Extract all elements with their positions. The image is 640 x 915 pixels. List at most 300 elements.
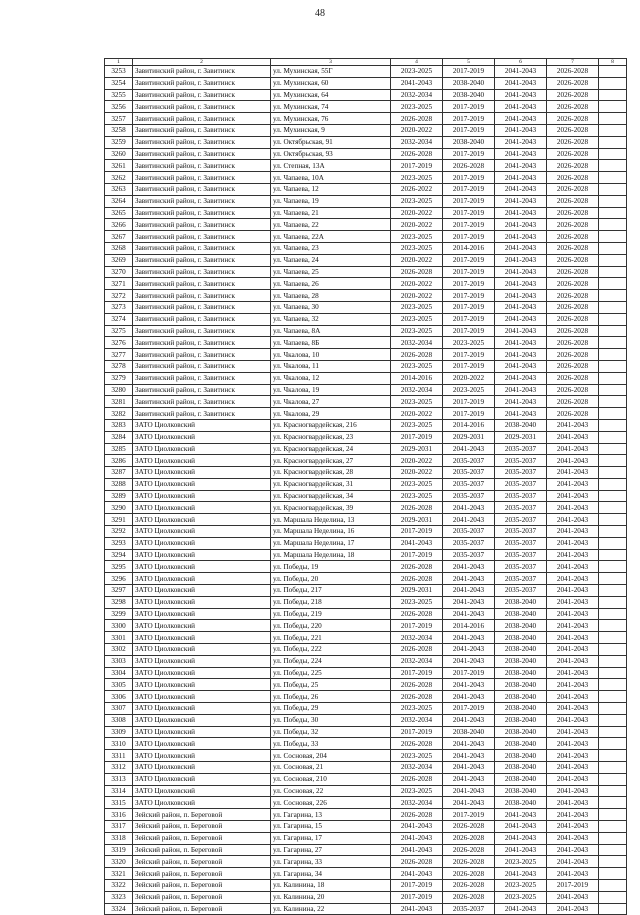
period-cell: 2041-2043	[443, 573, 495, 585]
table-row	[105, 703, 627, 715]
row-number: 3317	[105, 821, 133, 833]
row-number: 3301	[105, 632, 133, 644]
period-cell: 2041-2043	[495, 207, 547, 219]
period-cell: 2041-2043	[443, 738, 495, 750]
address-cell: ул. Чкалова, 10	[271, 349, 391, 361]
district-cell: Завитинский район, г. Завитинск	[133, 254, 271, 266]
address-cell: ул. Октябрьская, 93	[271, 148, 391, 160]
row-number: 3282	[105, 408, 133, 420]
period-cell: 2023-2025	[391, 490, 443, 502]
table-row	[105, 419, 627, 431]
period-cell: 2023-2025	[391, 596, 443, 608]
period-cell: 2023-2025	[391, 750, 443, 762]
period-cell: 2041-2043	[495, 77, 547, 89]
empty-cell	[599, 762, 627, 774]
period-cell: 2041-2043	[443, 561, 495, 573]
row-number: 3305	[105, 679, 133, 691]
period-cell: 2020-2022	[391, 254, 443, 266]
district-cell: ЗАТО Циолковский	[133, 632, 271, 644]
period-cell: 2041-2043	[443, 585, 495, 597]
empty-cell	[599, 313, 627, 325]
period-cell: 2017-2019	[443, 113, 495, 125]
empty-cell	[599, 632, 627, 644]
empty-cell	[599, 644, 627, 656]
table-row	[105, 455, 627, 467]
column-header: 2	[133, 59, 271, 66]
table-row	[105, 301, 627, 313]
period-cell: 2017-2019	[391, 891, 443, 903]
period-cell: 2026-2028	[391, 148, 443, 160]
row-number: 3266	[105, 219, 133, 231]
period-cell: 2026-2028	[391, 856, 443, 868]
table-row	[105, 585, 627, 597]
column-header: 1	[105, 59, 133, 66]
table-row	[105, 620, 627, 632]
district-cell: Завитинский район, г. Завитинск	[133, 384, 271, 396]
period-cell: 2023-2025	[391, 325, 443, 337]
period-cell: 2023-2025	[495, 891, 547, 903]
district-cell: Завитинский район, г. Завитинск	[133, 396, 271, 408]
address-cell: ул. Красногвардейская, 24	[271, 443, 391, 455]
empty-cell	[599, 856, 627, 868]
period-cell: 2041-2043	[495, 809, 547, 821]
period-cell: 2023-2025	[443, 384, 495, 396]
period-cell: 2026-2028	[443, 821, 495, 833]
district-cell: ЗАТО Циолковский	[133, 750, 271, 762]
district-cell: Завитинский район, г. Завитинск	[133, 113, 271, 125]
row-number: 3318	[105, 832, 133, 844]
period-cell: 2026-2028	[547, 266, 599, 278]
period-cell: 2026-2028	[443, 868, 495, 880]
row-number: 3264	[105, 195, 133, 207]
period-cell: 2017-2019	[391, 160, 443, 172]
table-row	[105, 738, 627, 750]
period-cell: 2035-2037	[495, 455, 547, 467]
period-cell: 2017-2019	[391, 726, 443, 738]
period-cell: 2041-2043	[547, 856, 599, 868]
period-cell: 2035-2037	[495, 502, 547, 514]
address-cell: ул. Чкалова, 19	[271, 384, 391, 396]
period-cell: 2020-2022	[391, 467, 443, 479]
address-cell: ул. Чкалова, 11	[271, 360, 391, 372]
empty-cell	[599, 396, 627, 408]
period-cell: 2041-2043	[495, 396, 547, 408]
address-cell: ул. Степная, 13А	[271, 160, 391, 172]
period-cell: 2023-2025	[391, 101, 443, 113]
period-cell: 2041-2043	[391, 537, 443, 549]
row-number: 3270	[105, 266, 133, 278]
column-header: 5	[443, 59, 495, 66]
period-cell: 2038-2040	[495, 762, 547, 774]
period-cell: 2032-2034	[391, 89, 443, 101]
district-cell: ЗАТО Циолковский	[133, 655, 271, 667]
period-cell: 2041-2043	[547, 844, 599, 856]
period-cell: 2035-2037	[495, 443, 547, 455]
empty-cell	[599, 172, 627, 184]
address-cell: ул. Чапаева, 10А	[271, 172, 391, 184]
period-cell: 2017-2019	[443, 266, 495, 278]
registry-table-container	[104, 58, 627, 915]
period-cell: 2041-2043	[495, 136, 547, 148]
address-cell: ул. Победы, 218	[271, 596, 391, 608]
district-cell: ЗАТО Циолковский	[133, 419, 271, 431]
period-cell: 2038-2040	[495, 773, 547, 785]
empty-cell	[599, 231, 627, 243]
period-cell: 2029-2031	[391, 585, 443, 597]
row-number: 3299	[105, 608, 133, 620]
period-cell: 2041-2043	[495, 160, 547, 172]
period-cell: 2041-2043	[443, 797, 495, 809]
period-cell: 2026-2028	[443, 879, 495, 891]
period-cell: 2041-2043	[495, 903, 547, 915]
period-cell: 2035-2037	[443, 455, 495, 467]
table-row	[105, 349, 627, 361]
period-cell: 2041-2043	[495, 195, 547, 207]
address-cell: ул. Победы, 30	[271, 714, 391, 726]
address-cell: ул. Гагарина, 13	[271, 809, 391, 821]
row-number: 3296	[105, 573, 133, 585]
table-row	[105, 231, 627, 243]
table-row	[105, 797, 627, 809]
empty-cell	[599, 596, 627, 608]
address-cell: ул. Мухинская, 9	[271, 124, 391, 136]
period-cell: 2026-2028	[443, 856, 495, 868]
period-cell: 2041-2043	[547, 549, 599, 561]
address-cell: ул. Победы, 33	[271, 738, 391, 750]
period-cell: 2038-2040	[495, 644, 547, 656]
period-cell: 2032-2034	[391, 632, 443, 644]
row-number: 3274	[105, 313, 133, 325]
period-cell: 2041-2043	[547, 620, 599, 632]
period-cell: 2014-2016	[391, 372, 443, 384]
period-cell: 2029-2031	[391, 514, 443, 526]
period-cell: 2035-2037	[495, 585, 547, 597]
empty-cell	[599, 809, 627, 821]
period-cell: 2041-2043	[495, 148, 547, 160]
period-cell: 2026-2028	[547, 254, 599, 266]
row-number: 3256	[105, 101, 133, 113]
district-cell: Завитинский район, г. Завитинск	[133, 231, 271, 243]
row-number: 3278	[105, 360, 133, 372]
period-cell: 2041-2043	[547, 467, 599, 479]
address-cell: ул. Победы, 225	[271, 667, 391, 679]
table-row	[105, 77, 627, 89]
table-row	[105, 856, 627, 868]
period-cell: 2023-2025	[391, 360, 443, 372]
period-cell: 2041-2043	[547, 679, 599, 691]
table-row	[105, 89, 627, 101]
address-cell: ул. Чкалова, 27	[271, 396, 391, 408]
row-number: 3321	[105, 868, 133, 880]
period-cell: 2038-2040	[443, 77, 495, 89]
period-cell: 2041-2043	[547, 585, 599, 597]
period-cell: 2023-2025	[391, 231, 443, 243]
empty-cell	[599, 549, 627, 561]
period-cell: 2017-2019	[443, 278, 495, 290]
period-cell: 2041-2043	[443, 632, 495, 644]
period-cell: 2041-2043	[547, 773, 599, 785]
period-cell: 2041-2043	[547, 655, 599, 667]
period-cell: 2038-2040	[495, 750, 547, 762]
empty-cell	[599, 514, 627, 526]
empty-cell	[599, 266, 627, 278]
period-cell: 2041-2043	[547, 573, 599, 585]
address-cell: ул. Победы, 221	[271, 632, 391, 644]
district-cell: Завитинский район, г. Завитинск	[133, 77, 271, 89]
period-cell: 2023-2025	[391, 785, 443, 797]
period-cell: 2023-2025	[443, 337, 495, 349]
district-cell: Завитинский район, г. Завитинск	[133, 101, 271, 113]
address-cell: ул. Сосновая, 21	[271, 762, 391, 774]
row-number: 3260	[105, 148, 133, 160]
period-cell: 2041-2043	[443, 762, 495, 774]
period-cell: 2041-2043	[443, 514, 495, 526]
period-cell: 2041-2043	[495, 301, 547, 313]
row-number: 3280	[105, 384, 133, 396]
empty-cell	[599, 655, 627, 667]
period-cell: 2020-2022	[391, 219, 443, 231]
district-cell: Завитинский район, г. Завитинск	[133, 290, 271, 302]
period-cell: 2038-2040	[495, 667, 547, 679]
period-cell: 2032-2034	[391, 655, 443, 667]
row-number: 3269	[105, 254, 133, 266]
period-cell: 2041-2043	[547, 832, 599, 844]
empty-cell	[599, 608, 627, 620]
period-cell: 2026-2028	[547, 278, 599, 290]
empty-cell	[599, 219, 627, 231]
row-number: 3302	[105, 644, 133, 656]
address-cell: ул. Сосновая, 204	[271, 750, 391, 762]
period-cell: 2017-2019	[443, 360, 495, 372]
period-cell: 2029-2031	[391, 443, 443, 455]
row-number: 3306	[105, 691, 133, 703]
empty-cell	[599, 101, 627, 113]
row-number: 3254	[105, 77, 133, 89]
empty-cell	[599, 148, 627, 160]
address-cell: ул. Маршала Неделина, 16	[271, 526, 391, 538]
empty-cell	[599, 667, 627, 679]
period-cell: 2017-2019	[391, 549, 443, 561]
address-cell: ул. Победы, 19	[271, 561, 391, 573]
period-cell: 2017-2019	[547, 879, 599, 891]
period-cell: 2017-2019	[443, 809, 495, 821]
district-cell: ЗАТО Циолковский	[133, 762, 271, 774]
period-cell: 2023-2025	[391, 195, 443, 207]
period-cell: 2041-2043	[547, 596, 599, 608]
district-cell: ЗАТО Циолковский	[133, 443, 271, 455]
period-cell: 2026-2028	[547, 313, 599, 325]
period-cell: 2026-2028	[391, 349, 443, 361]
period-cell: 2041-2043	[443, 691, 495, 703]
period-cell: 2041-2043	[547, 431, 599, 443]
empty-cell	[599, 585, 627, 597]
period-cell: 2023-2025	[495, 856, 547, 868]
row-number: 3257	[105, 113, 133, 125]
registry-table	[104, 58, 627, 915]
row-number: 3320	[105, 856, 133, 868]
period-cell: 2032-2034	[391, 384, 443, 396]
address-cell: ул. Чапаева, 24	[271, 254, 391, 266]
period-cell: 2032-2034	[391, 797, 443, 809]
empty-cell	[599, 502, 627, 514]
row-number: 3289	[105, 490, 133, 502]
empty-cell	[599, 821, 627, 833]
period-cell: 2017-2019	[443, 101, 495, 113]
period-cell: 2026-2028	[547, 408, 599, 420]
district-cell: ЗАТО Циолковский	[133, 526, 271, 538]
period-cell: 2038-2040	[495, 655, 547, 667]
period-cell: 2038-2040	[495, 691, 547, 703]
period-cell: 2017-2019	[443, 301, 495, 313]
address-cell: ул. Гагарина, 17	[271, 832, 391, 844]
district-cell: Завитинский район, г. Завитинск	[133, 219, 271, 231]
period-cell: 2035-2037	[495, 467, 547, 479]
row-number: 3290	[105, 502, 133, 514]
row-number: 3265	[105, 207, 133, 219]
period-cell: 2041-2043	[495, 349, 547, 361]
address-cell: ул. Чапаева, 19	[271, 195, 391, 207]
period-cell: 2041-2043	[547, 478, 599, 490]
period-cell: 2035-2037	[443, 478, 495, 490]
row-number: 3277	[105, 349, 133, 361]
period-cell: 2017-2019	[443, 195, 495, 207]
row-number: 3314	[105, 785, 133, 797]
row-number: 3268	[105, 242, 133, 254]
row-number: 3309	[105, 726, 133, 738]
period-cell: 2026-2028	[547, 219, 599, 231]
period-cell: 2017-2019	[443, 231, 495, 243]
period-cell: 2041-2043	[547, 455, 599, 467]
empty-cell	[599, 478, 627, 490]
table-row	[105, 148, 627, 160]
period-cell: 2038-2040	[495, 419, 547, 431]
period-cell: 2041-2043	[495, 868, 547, 880]
period-cell: 2041-2043	[391, 821, 443, 833]
table-row	[105, 136, 627, 148]
empty-cell	[599, 349, 627, 361]
period-cell: 2020-2022	[391, 408, 443, 420]
period-cell: 2041-2043	[547, 514, 599, 526]
period-cell: 2038-2040	[443, 726, 495, 738]
address-cell: ул. Гагарина, 33	[271, 856, 391, 868]
period-cell: 2026-2028	[391, 691, 443, 703]
period-cell: 2041-2043	[495, 325, 547, 337]
address-cell: ул. Победы, 25	[271, 679, 391, 691]
address-cell: ул. Чапаева, 32	[271, 313, 391, 325]
district-cell: ЗАТО Циолковский	[133, 620, 271, 632]
period-cell: 2041-2043	[495, 844, 547, 856]
table-row	[105, 549, 627, 561]
table-row	[105, 219, 627, 231]
table-row	[105, 384, 627, 396]
period-cell: 2038-2040	[495, 620, 547, 632]
district-cell: ЗАТО Циолковский	[133, 561, 271, 573]
table-row	[105, 773, 627, 785]
row-number: 3297	[105, 585, 133, 597]
row-number: 3313	[105, 773, 133, 785]
empty-cell	[599, 879, 627, 891]
empty-cell	[599, 455, 627, 467]
table-row	[105, 266, 627, 278]
address-cell: ул. Гагарина, 27	[271, 844, 391, 856]
district-cell: ЗАТО Циолковский	[133, 797, 271, 809]
empty-cell	[599, 278, 627, 290]
address-cell: ул. Сосновая, 22	[271, 785, 391, 797]
period-cell: 2026-2028	[391, 773, 443, 785]
row-number: 3284	[105, 431, 133, 443]
address-cell: ул. Победы, 219	[271, 608, 391, 620]
district-cell: Завитинский район, г. Завитинск	[133, 325, 271, 337]
row-number: 3263	[105, 183, 133, 195]
period-cell: 2038-2040	[495, 797, 547, 809]
address-cell: ул. Маршала Неделина, 18	[271, 549, 391, 561]
row-number: 3319	[105, 844, 133, 856]
period-cell: 2041-2043	[547, 726, 599, 738]
row-number: 3253	[105, 66, 133, 78]
address-cell: ул. Сосновая, 210	[271, 773, 391, 785]
period-cell: 2041-2043	[495, 231, 547, 243]
table-body	[105, 66, 627, 915]
column-header: 8	[599, 59, 627, 66]
district-cell: ЗАТО Циолковский	[133, 537, 271, 549]
address-cell: ул. Чапаева, 28	[271, 290, 391, 302]
district-cell: Завитинский район, г. Завитинск	[133, 183, 271, 195]
period-cell: 2041-2043	[443, 655, 495, 667]
address-cell: ул. Мухинская, 76	[271, 113, 391, 125]
row-number: 3258	[105, 124, 133, 136]
period-cell: 2026-2028	[547, 242, 599, 254]
period-cell: 2023-2025	[391, 478, 443, 490]
table-row	[105, 762, 627, 774]
period-cell: 2041-2043	[443, 443, 495, 455]
period-cell: 2041-2043	[547, 821, 599, 833]
table-row	[105, 443, 627, 455]
address-cell: ул. Красногвардейская, 31	[271, 478, 391, 490]
row-number: 3283	[105, 419, 133, 431]
period-cell: 2017-2019	[443, 667, 495, 679]
period-cell: 2041-2043	[443, 773, 495, 785]
address-cell: ул. Победы, 32	[271, 726, 391, 738]
address-cell: ул. Гагарина, 34	[271, 868, 391, 880]
period-cell: 2035-2037	[443, 549, 495, 561]
period-cell: 2026-2028	[547, 172, 599, 184]
period-cell: 2026-2028	[391, 679, 443, 691]
period-cell: 2038-2040	[495, 738, 547, 750]
period-cell: 2041-2043	[547, 691, 599, 703]
empty-cell	[599, 337, 627, 349]
district-cell: Завитинский район, г. Завитинск	[133, 195, 271, 207]
table-row	[105, 490, 627, 502]
period-cell: 2017-2019	[443, 219, 495, 231]
period-cell: 2032-2034	[391, 337, 443, 349]
empty-cell	[599, 183, 627, 195]
period-cell: 2017-2019	[443, 703, 495, 715]
row-number: 3315	[105, 797, 133, 809]
table-row	[105, 785, 627, 797]
address-cell: ул. Красногвардейская, 39	[271, 502, 391, 514]
row-number: 3304	[105, 667, 133, 679]
period-cell: 2041-2043	[391, 832, 443, 844]
district-cell: ЗАТО Циолковский	[133, 455, 271, 467]
district-cell: ЗАТО Циолковский	[133, 502, 271, 514]
period-cell: 2014-2016	[443, 242, 495, 254]
district-cell: Зейский район, п. Береговой	[133, 891, 271, 903]
period-cell: 2017-2019	[443, 172, 495, 184]
address-cell: ул. Победы, 220	[271, 620, 391, 632]
row-number: 3275	[105, 325, 133, 337]
empty-cell	[599, 467, 627, 479]
period-cell: 2038-2040	[495, 785, 547, 797]
